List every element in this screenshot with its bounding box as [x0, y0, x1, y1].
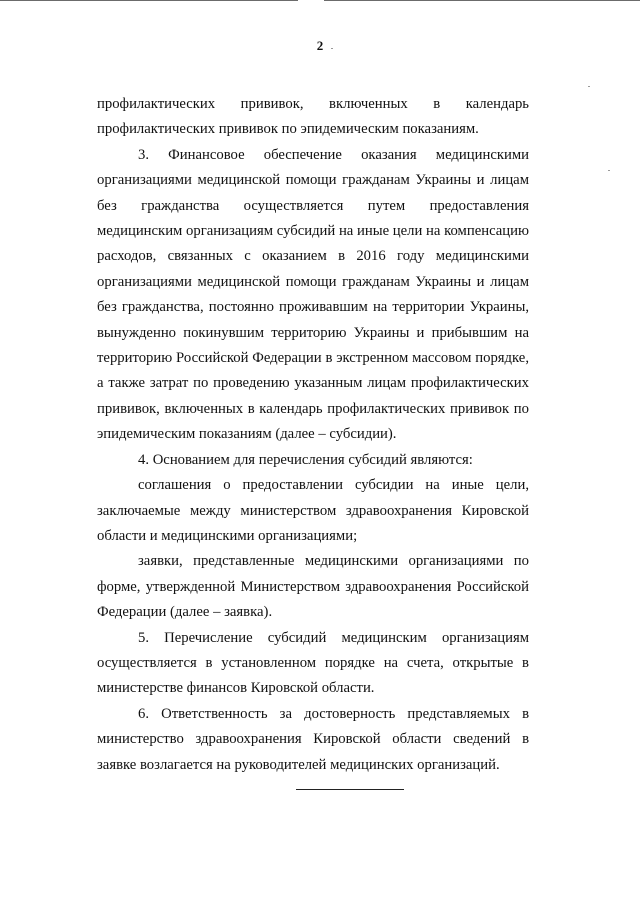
paragraph-item-4: 4. Основанием для перечисления субсидий являются: [138, 451, 473, 468]
paragraph-item-3: 3. Финансовое обеспечение оказания медицинскими организациями медицинской помощи гражданам Украины и лицам без гражданства осуществляется путем предоставления медицинским организациям субсидий на иные цели на компенсацию расходов, связанных с оказанием в 2016 году медицинскими организациями медицинской помощи гражданам Украины и лицам без гражданства, постоянно проживавшим на территории Украины, вынужденно покинувшим территорию Украины и прибывшим на территорию Российской Федерации в экстренном массовом порядке, а также затрат по проведению указанным лицам профилактических прививок, включенных в календарь профилактических прививок по эпидемическим показаниям (далее – субсидии). [97, 146, 529, 443]
paragraph-item-4-applications: заявки, представленные медицинскими организациями по форме, утвержденной Министерством здравоохранения Российской Федерации (далее – заявка). [97, 553, 529, 621]
end-of-document-rule [296, 789, 404, 790]
paragraph-item-4-agreements: соглашения о предоставлении субсидии на иные цели, заключаемые между министерством здравоохранения Кировской области и медицинскими организациями; [97, 477, 529, 544]
scan-speck [608, 170, 610, 171]
paragraph-continuation: профилактических прививок, включенных в календарь профилактических прививок по эпидемическим показаниям. [97, 96, 529, 138]
paragraph-item-6: 6. Ответственность за достоверность представляемых в министерство здравоохранения Кировской области сведений в заявке возлагается на руководителей медицинских организаций. [97, 705, 529, 773]
page-number: 2 [316, 38, 324, 53]
page-top-border-gap [298, 0, 324, 2]
document-body [97, 92, 529, 778]
scan-speck [331, 48, 333, 49]
scan-speck [588, 86, 590, 87]
paragraph-item-5: 5. Перечисление субсидий медицинским организациям осуществляется в установленном порядке на счета, открытые в министерстве финансов Кировской области. [97, 629, 529, 697]
